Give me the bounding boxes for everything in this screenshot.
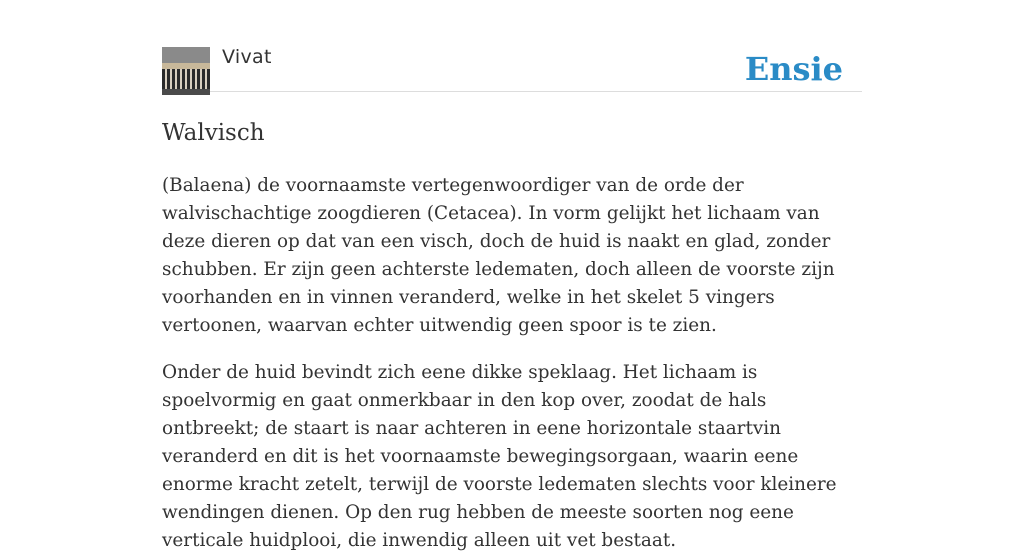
article-paragraph: (Balaena) de voornaamste vertegenwoordiger van de orde der walvischachtige zoogdieren (Cetacea). In vorm gelijkt het lichaam van deze dieren op dat van een visch, doch de huid is naakt en glad, zonder schubben. Er zijn geen achterste ledematen, doch alleen de voorste zijn voorhanden en in vinnen veranderd, welke in het skelet 5 vingers vertoonen, waarvan echter uitwendig geen spoor is te zien. <box>162 175 835 336</box>
page <box>162 0 862 555</box>
author-avatar[interactable] <box>162 47 210 95</box>
article <box>162 118 862 555</box>
brand-logo[interactable]: Ensie <box>744 50 843 88</box>
author-name[interactable]: Vivat <box>222 46 272 68</box>
header <box>162 0 862 92</box>
avatar-image-icon <box>162 47 210 95</box>
article-paragraph: Onder de huid bevindt zich eene dikke speklaag. Het lichaam is spoelvormig en gaat onmerkbaar in den kop over, zoodat de hals ontbreekt; de staart is naar achteren in eene horizontale staartvin veranderd en dit is het voornaamste bewegingsorgaan, waarin eene enorme kracht zetelt, terwijl de voorste ledematen slechts voor kleinere wendingen dienen. Op den rug hebben de meeste soorten nog eene verticale huidplooi, die inwendig alleen uit vet bestaat. <box>162 362 837 551</box>
article-title: Walvisch <box>162 120 265 146</box>
